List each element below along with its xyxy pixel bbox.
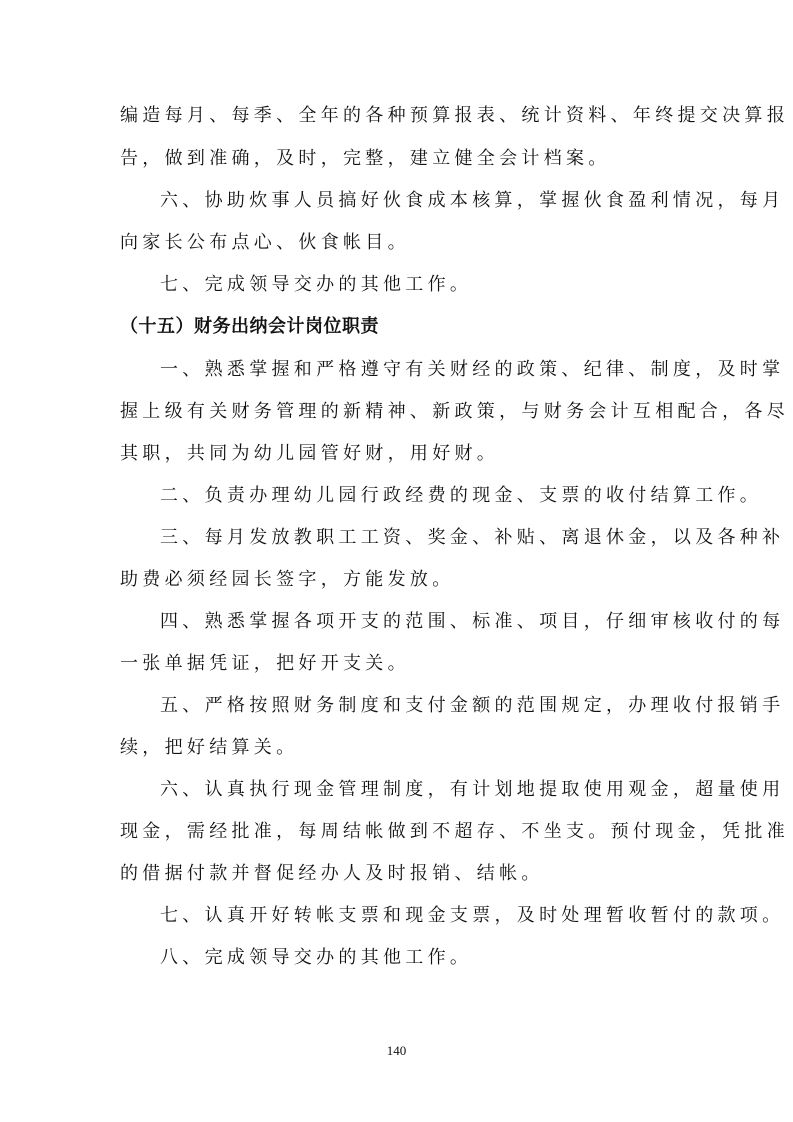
paragraph-line: 的借据付款并督促经办人及时报销、结帐。 xyxy=(120,863,544,884)
paragraph-line: 三、每月发放教职工工资、奖金、补贴、离退休金，以及各种补 xyxy=(160,527,785,548)
paragraph-line: 现金，需经批准，每周结帐做到不超存、不坐支。预付现金，凭批准 xyxy=(120,821,789,842)
page-number: 140 xyxy=(386,1043,407,1058)
paragraph-line: 编造每月、每季、全年的各种预算报表、统计资料、年终提交决算报 xyxy=(120,105,789,126)
paragraph-line: 续，把好结算关。 xyxy=(120,737,299,758)
paragraph-line: 助费必须经园长签字，方能发放。 xyxy=(120,569,455,590)
paragraph-line: 八、完成领导交办的其他工作。 xyxy=(160,947,473,968)
paragraph-line: 七、完成领导交办的其他工作。 xyxy=(160,274,473,295)
section-heading: （十五）财务出纳会计岗位职责 xyxy=(120,316,379,337)
paragraph-line: 七、认真开好转帐支票和现金支票，及时处理暂收暂付的款项。 xyxy=(160,905,785,926)
paragraph-line: 一、熟悉掌握和严格遵守有关财经的政策、纪律、制度，及时掌 xyxy=(160,359,785,380)
paragraph-line: 五、严格按照财务制度和支付金额的范围规定，办理收付报销手 xyxy=(160,695,785,716)
paragraph-line: 其职，共同为幼儿园管好财，用好财。 xyxy=(120,443,500,464)
paragraph-line: 二、负责办理幼儿园行政经费的现金、支票的收付结算工作。 xyxy=(160,485,763,506)
paragraph-line: 一张单据凭证，把好开支关。 xyxy=(120,653,410,674)
paragraph-line: 告，做到准确，及时，完整，建立健全会计档案。 xyxy=(120,148,611,169)
paragraph-line: 六、协助炊事人员搞好伙食成本核算，掌握伙食盈利情况，每月 xyxy=(160,190,785,211)
paragraph-line: 向家长公布点心、伙食帐目。 xyxy=(120,232,410,253)
paragraph-line: 握上级有关财务管理的新精神、新政策，与财务会计互相配合，各尽 xyxy=(120,401,789,422)
paragraph-line: 四、熟悉掌握各项开支的范围、标准、项目，仔细审核收付的每 xyxy=(160,611,785,632)
paragraph-line: 六、认真执行现金管理制度，有计划地提取使用观金，超量使用 xyxy=(160,779,785,800)
